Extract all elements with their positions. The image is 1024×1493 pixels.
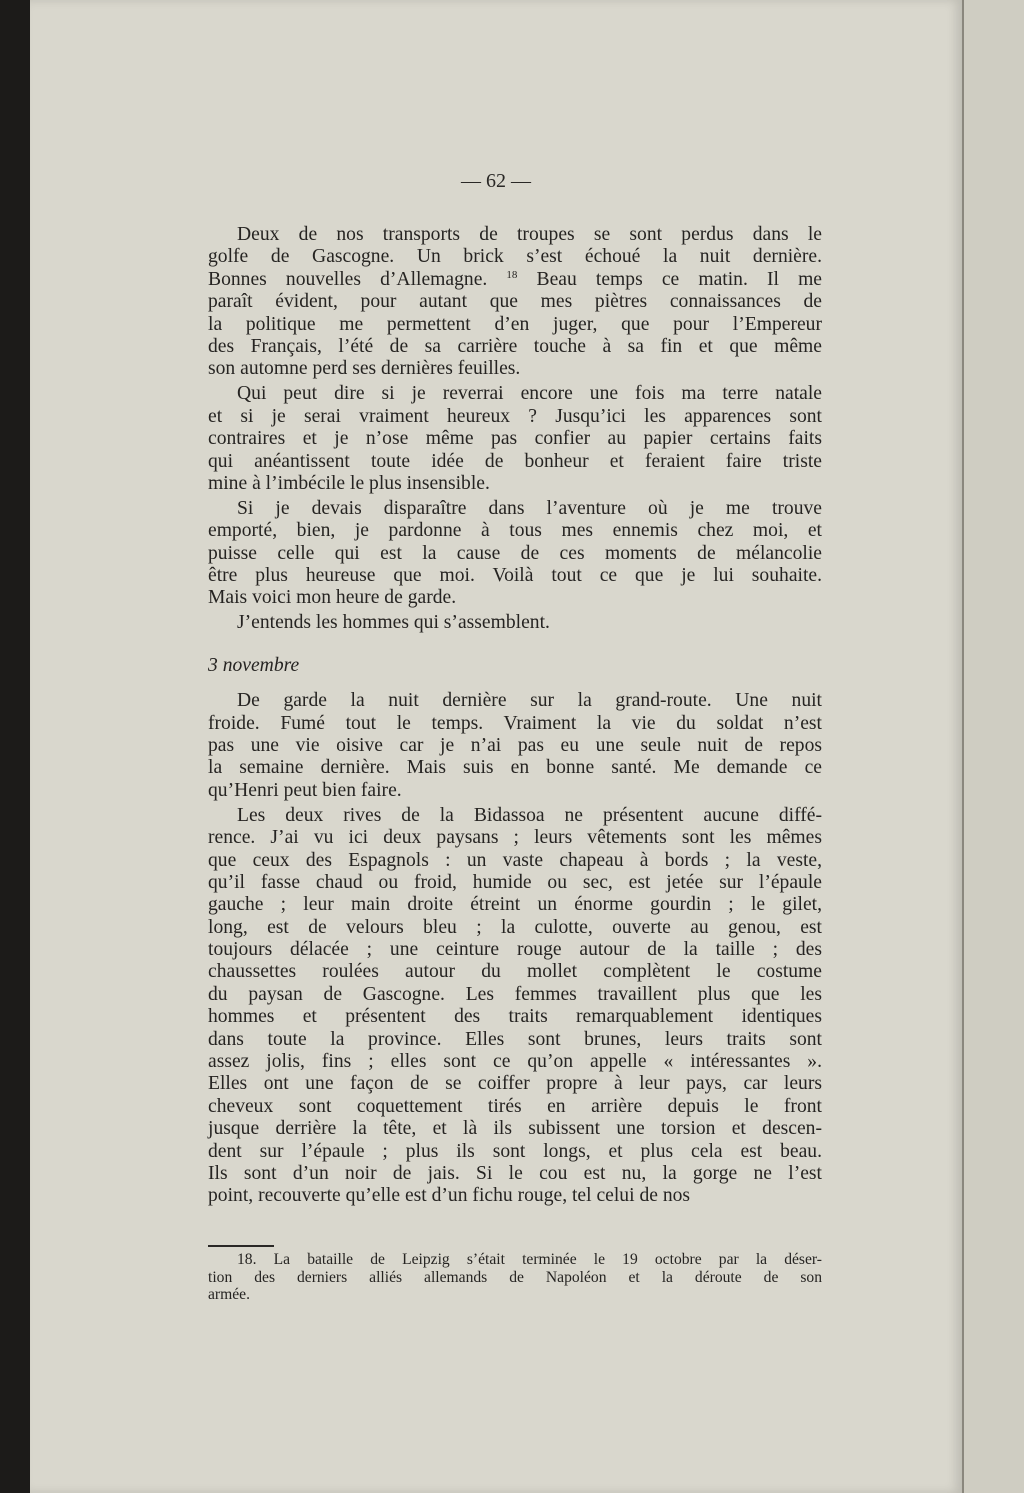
text-line — [208, 314, 822, 336]
line-text: qui anéantissent toute idée de bonheur et feraient faire triste — [208, 450, 822, 472]
line-text: qu’Henri peut bien faire. — [208, 779, 402, 801]
text-line — [208, 473, 822, 495]
line-text: jusque derrière la tête, et là ils subissent une torsion et descen- — [208, 1118, 822, 1140]
book-page — [30, 0, 962, 1493]
text-line — [208, 805, 822, 827]
text-line — [208, 939, 822, 961]
text-line — [208, 428, 822, 450]
footnote-line: armée. — [208, 1286, 250, 1303]
text-line — [208, 850, 822, 872]
paragraph — [208, 805, 822, 1208]
line-text: froide. Fumé tout le temps. Vraiment la vie du soldat n’est — [208, 712, 822, 734]
body-text — [208, 224, 822, 1210]
text-line — [208, 543, 822, 565]
line-text: puisse celle qui est la cause de ces moments de mélancolie — [208, 542, 822, 564]
paragraph — [208, 690, 822, 802]
line-text: gauche ; leur main droite étreint un énorme gourdin ; le gilet, — [208, 894, 822, 916]
text-line — [208, 872, 822, 894]
line-text: et si je serai vraiment heureux ? Jusqu’ici les apparences sont — [208, 405, 822, 427]
text-line — [208, 406, 822, 428]
line-text: paraît évident, pour autant que mes piètres connaissances de — [208, 291, 822, 313]
text-line — [208, 713, 822, 735]
text-line — [208, 1006, 822, 1028]
text-line — [208, 269, 822, 291]
paragraph — [208, 612, 822, 634]
line-text: dent sur l’épaule ; plus ils sont longs, et plus cela est beau. — [208, 1140, 822, 1162]
line-text: Si je devais disparaître dans l’aventure où je me trouve — [237, 497, 822, 519]
text-line — [208, 827, 822, 849]
paragraph — [208, 383, 822, 495]
line-text: rence. J’ai vu ici deux paysans ; leurs vêtements sont les mêmes — [208, 827, 822, 849]
text-line — [208, 612, 822, 634]
line-text: dans toute la province. Elles sont brunes, leurs traits sont — [208, 1028, 822, 1050]
text-line — [208, 1141, 822, 1163]
text-line — [208, 587, 822, 609]
line-text: cheveux sont coquettement tirés en arrière depuis le front — [208, 1095, 822, 1117]
text-line — [208, 1029, 822, 1051]
line-text: son automne perd ses dernières feuilles. — [208, 358, 521, 380]
text-line — [208, 451, 822, 473]
paragraph — [208, 498, 822, 610]
footnote-reference: 18 — [506, 268, 518, 281]
next-page-edge — [962, 0, 1024, 1493]
text-line — [208, 358, 822, 380]
footnote — [208, 1251, 822, 1304]
text-line — [208, 1051, 822, 1073]
text-line — [208, 917, 822, 939]
date-heading: 3 novembre — [208, 654, 300, 676]
line-text: Les deux rives de la Bidassoa ne présentent aucune diffé- — [237, 804, 822, 826]
line-text: Beau temps ce matin. Il me — [536, 268, 823, 290]
line-text: J’entends les hommes qui s’assemblent. — [237, 612, 550, 634]
line-text: Mais voici mon heure de garde. — [208, 587, 457, 609]
text-line — [208, 780, 822, 802]
text-line — [208, 984, 822, 1006]
line-text: être plus heureuse que moi. Voilà tout ce que je lui souhaite. — [208, 565, 822, 587]
paragraph — [208, 224, 822, 381]
line-text: Elles ont une façon de se coiffer propre à leur pays, car leurs — [208, 1073, 822, 1095]
text-line — [208, 498, 822, 520]
text-line — [208, 1096, 822, 1118]
line-text: la politique me permettent d’en juger, que pour l’Empereur — [208, 313, 822, 335]
text-line — [208, 894, 822, 916]
line-text: assez jolis, fins ; elles sont ce qu’on appelle « intéressantes ». — [208, 1051, 822, 1073]
line-text: emporté, bien, je pardonne à tous mes ennemis chez moi, et — [208, 520, 822, 542]
text-line — [208, 1073, 822, 1095]
line-text: mine à l’imbécile le plus insensible. — [208, 472, 490, 494]
line-text: qu’il fasse chaud ou froid, humide ou sec, est jetée sur l’épaule — [208, 871, 822, 893]
footnote-rule — [208, 1245, 274, 1247]
text-line — [208, 224, 822, 246]
line-text: chaussettes roulées autour du mollet complètent le costume — [208, 961, 822, 983]
footnote-line: tion des derniers alliés allemands de Napoléon et la déroute de son — [208, 1268, 822, 1286]
line-text: la semaine dernière. Mais suis en bonne santé. Me demande ce — [208, 757, 822, 779]
footnote-line: 18. La bataille de Leipzig s’était terminée le 19 octobre par la déser- — [237, 1251, 822, 1268]
text-line — [208, 336, 822, 358]
text-line — [208, 246, 822, 268]
text-line — [208, 961, 822, 983]
line-text: du paysan de Gascogne. Les femmes travaillent plus que les — [208, 983, 822, 1005]
text-line — [208, 383, 822, 405]
line-text: Qui peut dire si je reverrai encore une fois ma terre natale — [237, 383, 822, 405]
line-text: contraires et je n’ose même pas confier au papier certains faits — [208, 428, 822, 450]
line-text: des Français, l’été de sa carrière touche à sa fin et que même — [208, 335, 822, 357]
text-line — [208, 735, 822, 757]
text-line — [208, 520, 822, 542]
text-line — [208, 1118, 822, 1140]
line-text: De garde la nuit dernière sur la grand-route. Une nuit — [237, 690, 822, 712]
text-line — [208, 1163, 822, 1185]
line-text: pas une vie oisive car je n’ai pas eu une seule nuit de repos — [208, 734, 822, 756]
line-text: Ils sont d’un noir de jais. Si le cou est nu, la gorge ne l’est — [208, 1163, 822, 1184]
line-text: que ceux des Espagnols : un vaste chapeau à bords ; la veste, — [208, 849, 822, 871]
text-line — [208, 757, 822, 779]
text-line — [208, 1185, 822, 1207]
line-text: toujours délacée ; une ceinture rouge autour de la taille ; des — [208, 939, 822, 961]
line-text: long, est de velours bleu ; la culotte, ouverte au genou, est — [208, 916, 822, 938]
line-text: golfe de Gascogne. Un brick s’est échoué la nuit dernière. — [208, 246, 822, 268]
line-text: Bonnes nouvelles d’Allemagne. — [208, 268, 488, 290]
line-text: Deux de nos transports de troupes se sont perdus dans le — [237, 224, 822, 245]
text-line — [208, 690, 822, 712]
text-line — [208, 291, 822, 313]
page-number: — 62 — — [461, 170, 531, 192]
line-text: point, recouverte qu’elle est d’un fichu rouge, tel celui de nos — [208, 1185, 691, 1207]
line-text: hommes et présentent des traits remarquablement identiques — [208, 1006, 822, 1028]
text-line — [208, 565, 822, 587]
